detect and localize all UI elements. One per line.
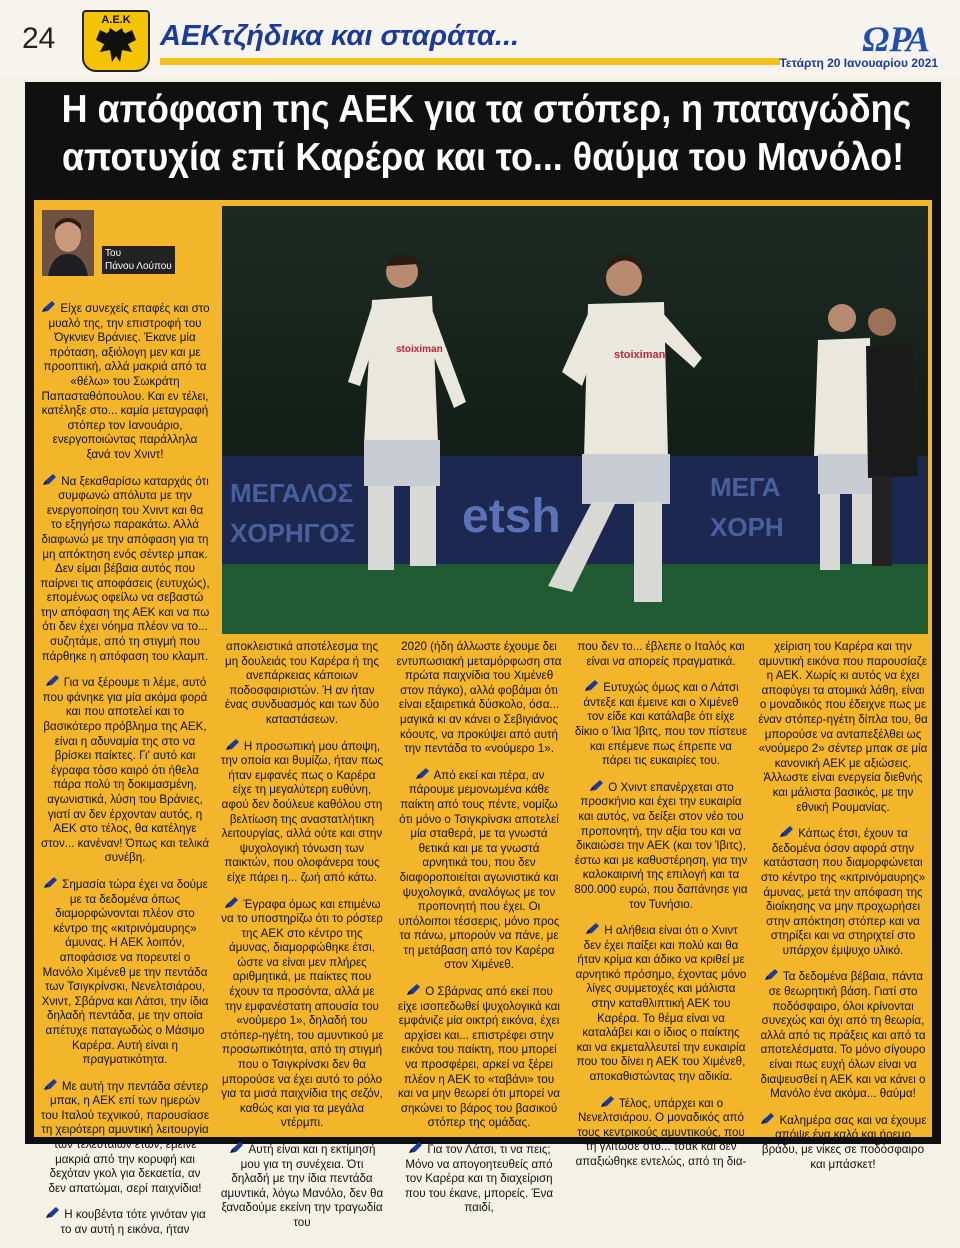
paragraph (758, 968, 928, 1101)
paragraph (40, 300, 210, 463)
paragraph-text: Με αυτή την πεντάδα σέντερ μπακ, η ΑΕΚ επί των ημερών του Ιταλού τεχνικού, παρουσίασε τη χειρότερη αμυντική λειτουργία των τελευταίων ετών, έμεινε μακριά από την κορυφή και δεχόταν γκολ για δεκαετία, αν δεν απατώμαι, σερί παιχνίδια! (40, 1079, 210, 1195)
article-column-4 (574, 640, 748, 1180)
paragraph (40, 1206, 210, 1237)
paragraph (40, 473, 210, 665)
pen-bullet-icon (588, 779, 604, 793)
paragraph (758, 640, 928, 815)
pen-bullet-icon (40, 300, 56, 314)
pen-bullet-icon (44, 674, 60, 688)
paragraph-text: Είχε συνεχείς επαφές και στο μυαλό της, την επιστροφή του Όγκνιεν Βράνιες. Έκανε μία πρόταση, αξιόλογη μεν και με προοπτική, αλλά μακριά από τα «θέλω» του Σωκράτη Παπασταθόπουλου. Και εν τέλει, κατέληξε στο... καμία μεταγραφή στόπερ τον Ιανουάριο, ενεργοποιώντας παράλληλα ξανά τον Χνιντ! (41, 302, 210, 461)
page-header (0, 0, 960, 76)
pen-bullet-icon (599, 1095, 615, 1109)
paragraph-text: που δεν το... έβλεπε ο Ιταλός και είναι να απορείς πραγματικά. (577, 640, 745, 668)
paragraph-text: χείριση του Καρέρα και την αμυντική εικόνα που παρουσίαζε η ΑΕΚ. Χωρίς κι αυτός να έχει αποφύγει τα ατομικά λάθη, είναι ο μοναδικός που έδειχνε πως με έναν στόπερ-ηγέτη δίπλα του, θα μπορούσε να ανταπεξέλθει ως «νούμερο 2» σέντερ μπακ σε μία κανονική ΑΕΚ με αξιώσεις. Άλλωστε είναι ενεργεία διεθνής και μάλιστα βασικός, με την εθνική Ρουμανίας. (758, 640, 928, 814)
paragraph-text: αποκλειστικά αποτέλεσμα της μη δουλειάς του Καρέρα ή της ανεπάρκειας κάποιων ποδοσφαιριστών. Ή αν ήταν ένας συνδυασμός και των δύο καταστάσεων. (224, 640, 380, 726)
author-photo (42, 210, 94, 276)
header-divider (160, 58, 780, 65)
paragraph (758, 1112, 928, 1172)
paragraph-text: Αυτή είναι και η εκτίμησή μου για τη συνέχεια. Ότι δηλαδή με την ίδια πεντάδα αμυντικά, λόγω Μανόλο, δεν θα ξαναδούμε εκείνη την τραγωδία του (220, 1143, 384, 1229)
author-portrait-icon (42, 210, 94, 276)
paragraph (220, 640, 384, 728)
pen-bullet-icon (778, 825, 794, 839)
paragraph-text: Ο Χνιντ επανέρχεται στο προσκήνιο και έχει την ευκαιρία και αυτός, να δείξει στον νέο του προπονητή, την αξία του και να δικαιώσει την ΑΕΚ (και τον Ίβιτς), έστω και με καθυστέρηση, για την καλοκαιρινή της επιλογή και τα 800.000 ευρώ, που δαπάνησε για τον Τυνήσιο. (574, 780, 748, 911)
paragraph-text: Κάπως έτσι, έχουν τα δεδομένα όσον αφορά στην κατάσταση που διαμορφώνεται στο κέντρο της «κιτρινόμαυρης» άμυνας, μετά την απόφαση της διοίκησης να μην προχωρήσει στην απόκτηση στόπερ και να στηρίξει και να στηριχτεί στο υπάρχον έμψυχο υλικό. (760, 827, 926, 957)
pen-bullet-icon (228, 1141, 244, 1155)
paragraph (220, 896, 384, 1132)
pen-bullet-icon (224, 738, 240, 752)
pen-bullet-icon (414, 767, 430, 781)
ad-board-left-1: ΜΕΓΑΛΟΣ (230, 478, 354, 508)
paragraph (40, 674, 210, 866)
pen-bullet-icon (407, 1141, 423, 1155)
paragraph (758, 825, 928, 958)
byline (102, 246, 175, 274)
paragraph-text: Ο Σβάρνας από εκεί που είχε ισοπεδωθεί ψυχολογικά και εμφάνιζε μία οικτρή εικόνα, έχει αρχίσει και... επιστρέφει στην εικόνα του παίκτη, που μπορεί να προσφέρει, αρκεί να ξέρει πλέον η ΑΕΚ το «ταβάνι» του και να μην θεωρεί ότι μπορεί να σηκώνει το βάρος του βασικού στόπερ της ομάδας. (398, 985, 560, 1130)
article-column-5 (758, 640, 928, 1182)
pen-bullet-icon (763, 968, 779, 982)
pen-bullet-icon (41, 473, 57, 487)
paragraph (396, 1141, 562, 1216)
paragraph-text: Καλημέρα σας και να έχουμε απόψε ένα καλό και ήρεμο βράδυ, με νίκες σε ποδόσφαιρο και μπάσκετ! (761, 1113, 927, 1171)
ad-board-left-2: ΧΟΡΗΓΟΣ (230, 518, 356, 548)
pen-bullet-icon (42, 876, 58, 890)
paragraph (220, 738, 384, 886)
section-title: ΑΕΚτζήδικα και σταράτα... (160, 20, 520, 52)
paragraph-text: Τέλος, υπάρχει και ο Νενελτσιάρου. Ο μοναδικός από τους κεντρικούς αμυντικούς, που τη γλίτωσε στο... τσακ και δεν απαξιώθηκε εντελώς, από τη δια- (575, 1096, 747, 1168)
pen-bullet-icon (42, 1078, 58, 1092)
jersey-sponsor-center: stoiximan (614, 349, 666, 361)
crest-text: Α.Ε.Κ (101, 14, 131, 26)
pen-bullet-icon (44, 1206, 60, 1220)
pen-bullet-icon (583, 679, 599, 693)
paragraph-text: Έγραφα όμως και επιμένω να το υποστηρίζω ότι το ρόστερ της ΑΕΚ στο κέντρο της άμυνας, διαμορφώθηκε έτσι, ώστε να είναι μεν πλήρες αριθμητικά, με παίκτες που έχουν τα προσόντα, αλλά με την εμφανέστατη απουσία του «νούμερο 1», δηλαδή του στόπερ-ηγέτη, του αμυντικού με προσωπικότητα, από τη στιγμή που ο Τσιγκρίνσκι δεν θα μπορούσε να έχει αυτό το ρόλο για τα μισά παιχνίδια της σεζόν, καθώς και για τα μεγάλα ντέρμπι. (220, 897, 384, 1130)
byline-prefix: Του (105, 248, 122, 259)
pen-bullet-icon (223, 896, 239, 910)
paragraph-text: Η προσωπική μου άποψη, την οποία και θυμίζω, ήταν πως ήταν εμφανές πως ο Καρέρα είχε τη μεγαλύτερη ευθύνη, αφού δεν δούλευε καθόλου στη βελτίωση της αναστατλήτικη λειτουργίας, αλλά ούτε και στην ψυχολογική τόνωση των παικτών, που ολοφάνερα τους είχε πάρει η... ζωή από κάτω. (220, 739, 384, 884)
article-column-2 (220, 640, 384, 1241)
pen-bullet-icon (584, 922, 600, 936)
paragraph (574, 922, 748, 1085)
pen-bullet-icon (405, 983, 421, 997)
page-number: 24 (22, 22, 56, 55)
paragraph (574, 679, 748, 769)
author-box (40, 206, 210, 282)
headline-line-1: Η απόφαση της ΑΕΚ για τα στόπερ, η παταγώδης (61, 88, 912, 131)
paragraph (574, 779, 748, 912)
paragraph-text: Η αλήθεια είναι ότι ο Χνιντ δεν έχει παίξει και πολύ και θα ήταν κρίμα και άδικο να κριθεί με αρνητικό πρόσημο, έχοντας μόνο λίγες συμμετοχές και μάλιστα στην καταθλιπτική ΑΕΚ του Καρέρα. Το θέμα είναι να καταλάβει και ο ίδιος ο παίκτης και να εκμεταλλευτεί την ευκαιρία που του δίνει η ΑΕΚ του Χιμένεθ, αποκαθιστώντας την αδικία. (575, 924, 747, 1084)
paragraph (220, 1141, 384, 1231)
paragraph-text: Να ξεκαθαρίσω καταρχάς ότι συμφωνώ απόλυτα με την ενεργοποίηση του Χνιντ και θα το εξηγήσω παρακάτω. Αλλά διαφωνώ με την απόφαση για τη μη απόκτηση ενός σέντερ μπακ. Δεν είμαι βέβαια αυτός που παίρνει τις αποφάσεις (ευτυχώς), επομένως οφείλω να σεβαστώ την απόφαση της ΑΕΚ και να πω ότι δεν έχει νόημα πλέον να το... συζητάμε, από τη στιγμή που πάρθηκε η απόφαση του κλαμπ. (40, 474, 210, 663)
newspaper-brand: ΩΡΑ (862, 19, 930, 59)
headline-line-2: αποτυχία επί Καρέρα και το... θαύμα του Μανόλο! (61, 136, 905, 179)
paragraph (396, 983, 562, 1131)
paragraph-text: Ευτυχώς όμως και ο Λάτσι άντεξε και έμεινε και ο Χιμένεθ τον είδε και κατάλαβε ότι είχε δίκιο ο Ίλια Ίβιτς, που τον πίστευε και επέμενε πως έπρεπε να πάρει τις ευκαιρίες του. (574, 681, 748, 768)
ad-board-right-1: ΜΕΓΑ (710, 472, 781, 502)
paragraph (40, 876, 210, 1068)
paragraph-text: Η κουβέντα τότε γινόταν για το αν αυτή η εικόνα, ήταν (60, 1208, 206, 1237)
match-photo (222, 206, 928, 634)
paragraph-text: Από εκεί και πέρα, αν πάρουμε μεμονωμένα κάθε παίκτη από τους πέντε, νομίζω ότι μόνο ο Τσιγκρίνσκι αποτελεί μία σταθερά, με τα γνωστά θετικά και με τα γνωστά αρνητικά του, που δεν διαφοροποιείται αγωνιστικά και ψυχολογικά, αναλόγως με τον προπονητή που έχει. Οι υπόλοιποι τέσσερις, μόνο προς τα πάνω, μπορούν να πάνε, με τη μετάβαση από τον Καρέρα στον Χιμένεθ. (398, 768, 560, 972)
paragraph-text: Σημασία τώρα έχει να δούμε με τα δεδομένα όπως διαμορφώνονται πλέον στο κέντρο της «κιτρινόμαυρης» άμυνας. Η ΑΕΚ λοιπόν, αποφάσισε να πορευτεί ο Μανόλο Χιμένεθ με την πεντάδα των Τσιγκρίνσκι, Νενελτσιάρου, Χνιντ, Σβάρνα και Λάτσι, την ίδια δηλαδή πεντάδα, με την οποία απέτυχε παταγωδώς ο Μάσιμο Καρέρα. Αυτή είναι η πραγματικότητα. (41, 877, 209, 1067)
ad-board-right-2: ΧΟΡΗ (710, 512, 784, 542)
author-name: Πάνου Λούπου (105, 261, 172, 272)
aek-crest-logo (82, 10, 150, 72)
article-headline (61, 86, 912, 182)
ad-board-middle: etsh (462, 490, 561, 543)
paragraph (574, 1095, 748, 1170)
paragraph-text: Για τον Λάτσι, τι να πεις; Μόνο να απογοητευθείς από τον Καρέρα και τη διαχείριση που του έκανε, μπορείς. Ένα παιδί, (404, 1143, 554, 1215)
pen-bullet-icon (759, 1112, 775, 1126)
aek-players-photo (222, 206, 928, 634)
double-headed-eagle-icon (88, 26, 144, 66)
paragraph (574, 640, 748, 669)
paragraph (396, 640, 562, 757)
paragraph-text: 2020 (ήδη άλλωστε έχουμε δει εντυπωσιακή μεταμόρφωση στα πρώτα παιχνίδια του Χιμένεθ στον πάγκο), αλλά φοβάμαι ότι είναι εξαιρετικά δύσκολο, όσα... μαγικά κι αν κάνει ο Σεβιγιάνος κόουτς, να προκύψει από αυτή την πεντάδα το «νούμερο 1». (396, 640, 562, 756)
paragraph (40, 1078, 210, 1197)
jersey-sponsor-left: stoiximan (396, 344, 443, 355)
paragraph-text: Τα δεδομένα βέβαια, πάντα σε θεωρητική βάση. Γιατί στο ποδόσφαιρο, όλοι κρίνονται συνεχώς και όχι από τη θεωρία, αλλά από τις πράξεις και από τα αποτελέσματα. Το μόνο σίγουρο είναι πως ευχή όλων είναι να διαψευσθεί η ΑΕΚ και να κάνει ο Μανόλο ένα ακόμα... θαύμα! (760, 970, 926, 1101)
issue-date: Τετάρτη 20 Ιανουαρίου 2021 (779, 56, 938, 70)
paragraph-text: Για να ξέρουμε τι λέμε, αυτό που φάνηκε για μία ακόμα φορά και που αποτελεί και το βασικότερο πρόβλημα της ΑΕΚ, είναι η αδυναμία της στο να βρίσκει παίκτες. Γι' αυτό και έγραφα τόσο καιρό ότι ήθελα πάρα πολύ τη δοκιμασμένη, αγωνιστικά, λύση του Βράνιες, γιατί αν δεν έρχονταν αυτός, η ΑΕΚ στο τέλος, θα κατέληγε στον... κανέναν! Όπως και τελικά συνέβη. (40, 676, 210, 865)
article-column-3 (396, 640, 562, 1226)
paragraph (396, 767, 562, 973)
article-column-1 (40, 300, 210, 1248)
